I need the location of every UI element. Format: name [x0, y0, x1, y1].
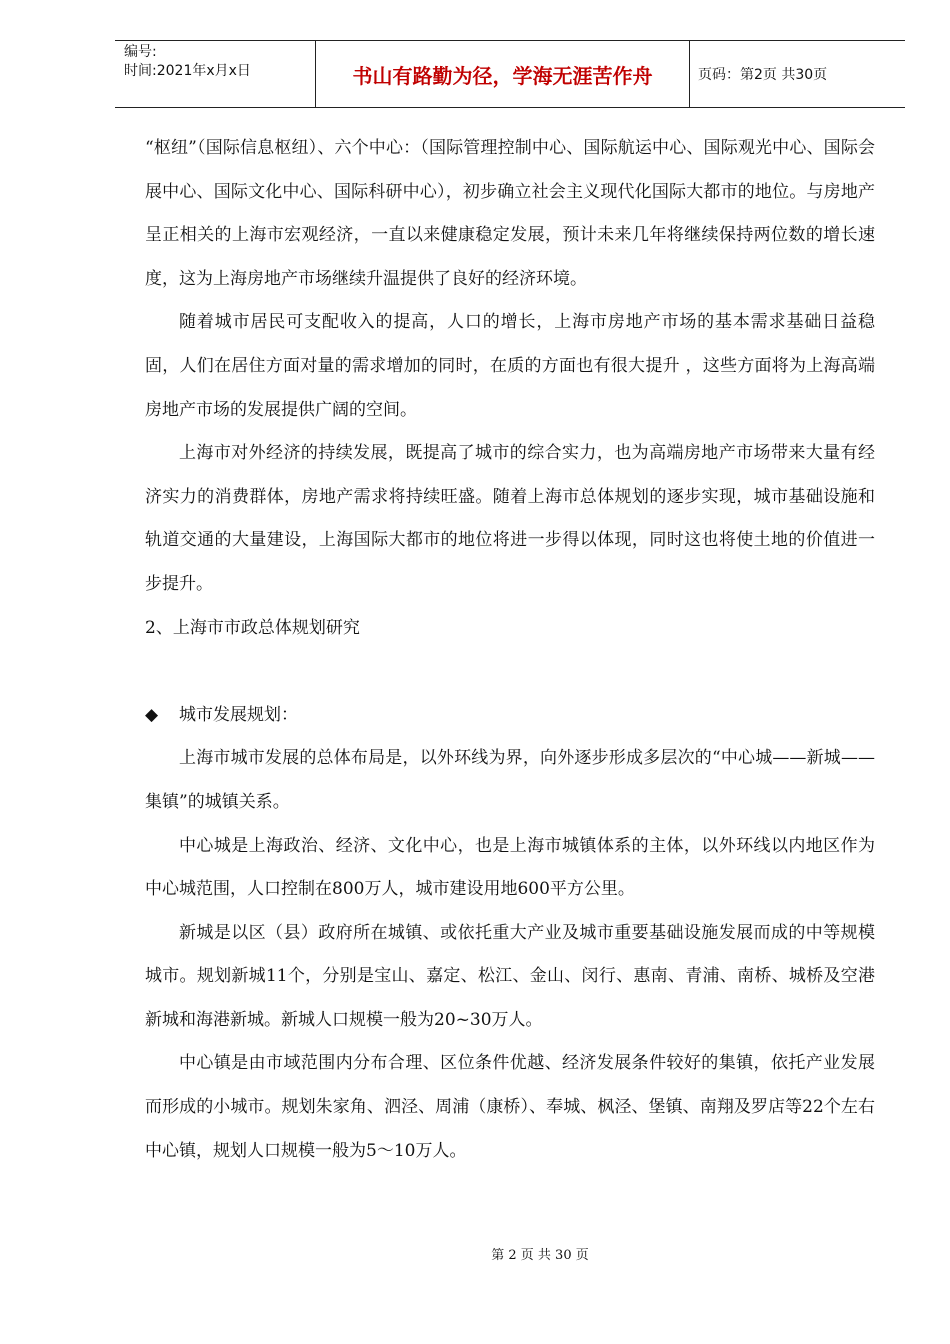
paragraph-central-city: 中心城是上海政治、经济、文化中心，也是上海市城镇体系的主体，以外环线以内地区作为中心城范围，人口控制在800万人，城市建设用地600平方公里。: [145, 835, 875, 900]
section-heading: 2、上海市市政总体规划研究: [145, 617, 360, 638]
paragraph-layout: 上海市城市发展的总体布局是，以外环线为界，向外逐步形成多层次的“中心城——新城——集镇”的城镇关系。: [145, 748, 875, 812]
header-meta: [115, 41, 316, 107]
header-motto: 书山有路勤为径，学海无涯苦作舟: [316, 41, 690, 107]
header-page-info: 页码：第2页 共30页: [698, 67, 828, 83]
paragraph-income-demand: 随着城市居民可支配收入的提高，人口的增长，上海市房地产市场的基本需求基础日益稳固，人们在居住方面对量的需求增加的同时，在质的方面也有很大提升 ，这些方面将为上海高端房地产市场的发展提供广阔的空间。: [145, 312, 875, 420]
page-footer: 第 2 页 共 30 页: [491, 1248, 589, 1263]
paragraph-new-towns: 新城是以区（县）政府所在城镇、或依托重大产业及城市重要基础设施发展而成的中等规模城市。规划新城11个，分别是宝山、嘉定、松江、金山、闵行、惠南、青浦、南桥、城桥及空港新城和海港新城。新城人口规模一般为20~30万人。: [145, 922, 875, 1030]
paragraph-hub-centers: “枢纽”（国际信息枢纽）、六个中心：（国际管理控制中心、国际航运中心、国际观光中心、国际会展中心、国际文化中心、国际科研中心），初步确立社会主义现代化国际大都市的地位。与房地产呈正相关的上海市宏观经济，一直以来健康稳定发展，预计未来几年将继续保持两位数的增长速度，这为上海房地产市场继续升温提供了良好的经济环境。: [145, 138, 875, 289]
blank-line: [145, 650, 875, 694]
bullet-heading: [145, 694, 875, 738]
diamond-bullet-icon: ◆: [145, 704, 159, 725]
paragraph-external-economy: 上海市对外经济的持续发展，既提高了城市的综合实力，也为高端房地产市场带来大量有经济实力的消费群体，房地产需求将持续旺盛。随着上海市总体规划的逐步实现，城市基础设施和轨道交通的大量建设，上海国际大都市的地位将进一步得以体现，同时这也将使土地的价值进一步提升。: [145, 443, 875, 594]
document-body: [145, 127, 875, 1173]
page-header: [115, 40, 905, 108]
bullet-title: 城市发展规划：: [179, 704, 298, 725]
paragraph-central-towns: 中心镇是由市域范围内分布合理、区位条件优越、经济发展条件较好的集镇，依托产业发展而形成的小城市。规划朱家角、泗泾、周浦（康桥）、奉城、枫泾、堡镇、南翔及罗店等22个左右中心镇，规划人口规模一般为5～10万人。: [145, 1053, 875, 1161]
time-label: 时间:2021年x月x日: [124, 63, 251, 79]
number-label: 编号:: [124, 44, 157, 60]
